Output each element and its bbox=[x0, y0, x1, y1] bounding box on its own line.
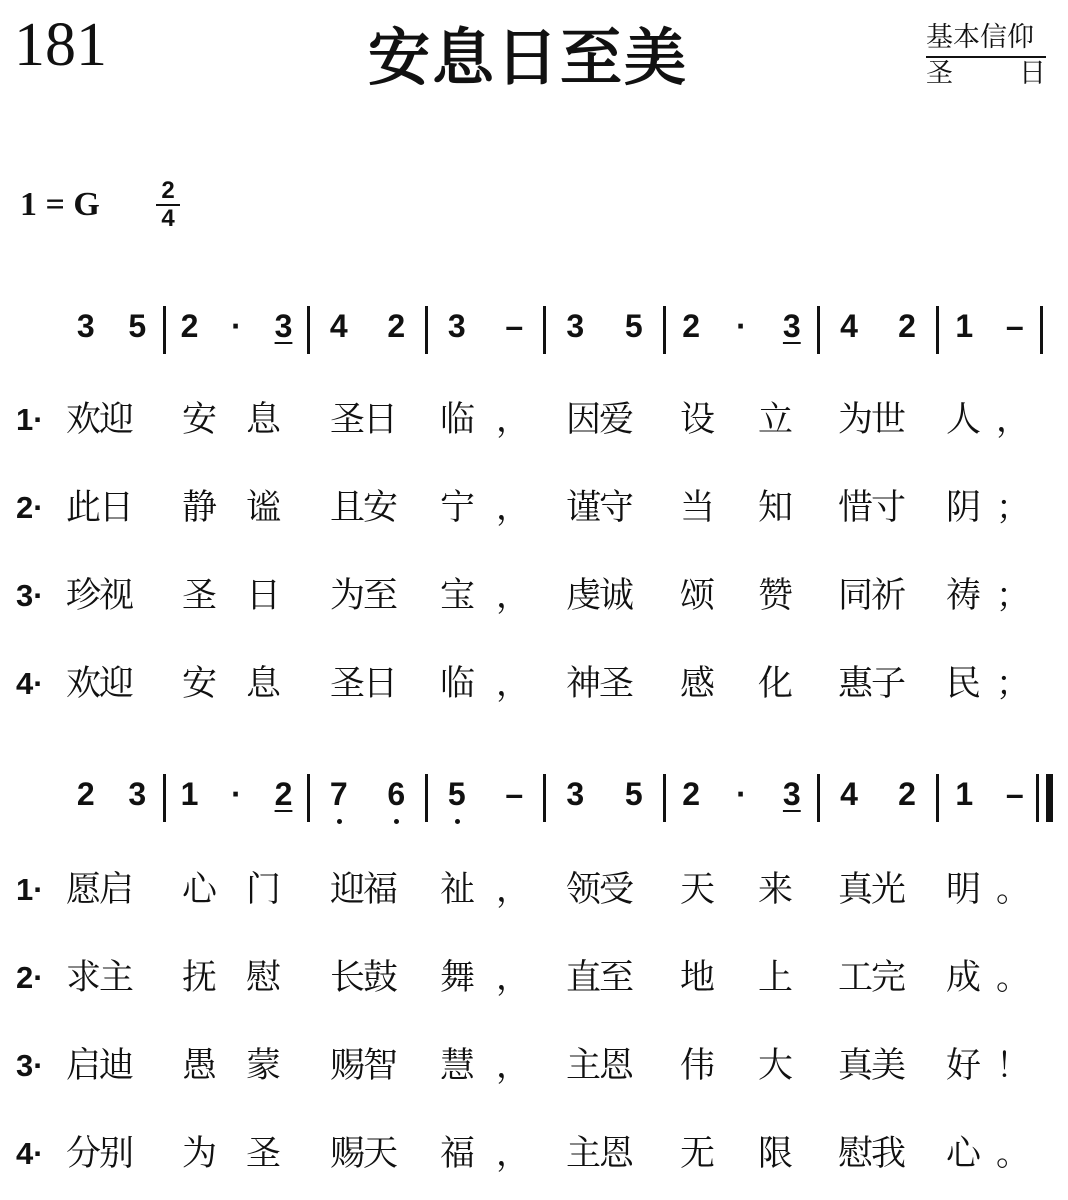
lyric-punctuation: ， bbox=[496, 1134, 530, 1174]
lyric-punctuation: ； bbox=[996, 664, 1030, 704]
hymn-subcategory bbox=[926, 58, 1046, 90]
lyric-syllable: 惠子 bbox=[838, 664, 905, 704]
lyric-punctuation: ， bbox=[996, 400, 1030, 440]
lyric-syllable: 直至 bbox=[566, 958, 633, 998]
lyric-syllable: 神圣 bbox=[566, 664, 633, 704]
note: 3 bbox=[76, 308, 95, 344]
note: 5 bbox=[128, 308, 147, 344]
lyric-line bbox=[0, 866, 1068, 916]
time-signature bbox=[156, 178, 180, 232]
note: 2 bbox=[387, 308, 406, 344]
lyric-punctuation: ， bbox=[496, 400, 530, 440]
lyric-syllable: 立 bbox=[758, 400, 794, 440]
verse-number: 2· bbox=[16, 960, 44, 995]
lyric-line bbox=[0, 396, 1068, 446]
lyric-syllable: 设 bbox=[680, 400, 716, 440]
lyric-syllable: 长鼓 bbox=[330, 958, 397, 998]
lyric-syllable: 好 bbox=[946, 1046, 982, 1086]
lyric-syllable: 心 bbox=[182, 870, 218, 910]
lyric-syllable: 心 bbox=[946, 1134, 982, 1174]
note: 2 bbox=[898, 308, 916, 344]
lyric-syllable: 蒙 bbox=[246, 1046, 282, 1086]
lyric-syllable: 且安 bbox=[330, 488, 397, 528]
lyric-syllable: 知 bbox=[758, 488, 794, 528]
dotted-rhythm-dot: · bbox=[736, 308, 747, 344]
barline bbox=[163, 774, 166, 822]
lyric-syllable: 慧 bbox=[440, 1046, 476, 1086]
lyric-syllable: 天 bbox=[680, 870, 716, 910]
dash-hold: – bbox=[505, 308, 524, 344]
verse-number: 2· bbox=[16, 490, 44, 525]
barline bbox=[936, 306, 939, 354]
lyric-syllable: 民 bbox=[946, 664, 982, 704]
lyric-punctuation: 。 bbox=[996, 958, 1030, 998]
barline bbox=[163, 306, 166, 354]
lyric-punctuation: ！ bbox=[996, 1046, 1030, 1086]
lyric-syllable: 同祈 bbox=[838, 576, 905, 616]
note: 4 bbox=[840, 776, 858, 812]
lyric-syllable: 门 bbox=[246, 870, 282, 910]
lyric-syllable: 珍视 bbox=[66, 576, 133, 616]
lyric-syllable: 赐天 bbox=[330, 1134, 397, 1174]
lyric-syllable: 无 bbox=[680, 1134, 716, 1174]
lyric-punctuation: 。 bbox=[996, 1134, 1030, 1174]
melody-line bbox=[0, 768, 1068, 832]
lyric-syllable: 上 bbox=[758, 958, 794, 998]
barline bbox=[936, 774, 939, 822]
lyric-syllable: 真光 bbox=[838, 870, 905, 910]
lyric-syllable: 安 bbox=[182, 400, 218, 440]
lyric-syllable: 地 bbox=[680, 958, 716, 998]
note: 7 bbox=[324, 774, 354, 814]
note: 1 bbox=[955, 308, 974, 344]
lyric-syllable: 明 bbox=[946, 870, 982, 910]
lyric-punctuation: ； bbox=[996, 576, 1030, 616]
lyric-punctuation: ； bbox=[996, 488, 1030, 528]
lyric-syllable: 求主 bbox=[66, 958, 133, 998]
barline bbox=[543, 306, 546, 354]
lyric-line bbox=[0, 572, 1068, 622]
lyric-syllable: 祷 bbox=[946, 576, 982, 616]
note: 5 bbox=[442, 774, 472, 814]
barline bbox=[817, 306, 820, 354]
lyric-syllable: 圣 bbox=[182, 576, 218, 616]
note: 2 bbox=[682, 308, 701, 344]
note: 5 bbox=[624, 308, 643, 344]
note: 2 bbox=[898, 776, 916, 812]
lyric-syllable: 惜寸 bbox=[838, 488, 905, 528]
note: 2 bbox=[682, 776, 701, 812]
lyric-syllable: 限 bbox=[758, 1134, 794, 1174]
lyric-syllable: 祉 bbox=[440, 870, 476, 910]
lyric-line bbox=[0, 1130, 1068, 1180]
lyric-syllable: 息 bbox=[246, 400, 282, 440]
barline bbox=[543, 774, 546, 822]
lyric-syllable: 领受 bbox=[566, 870, 633, 910]
note: 2 bbox=[274, 776, 293, 812]
note: 2 bbox=[180, 308, 199, 344]
lyric-syllable: 伟 bbox=[680, 1046, 716, 1086]
lyric-syllable: 迎福 bbox=[330, 870, 397, 910]
note: 4 bbox=[840, 308, 858, 344]
verse-number: 4· bbox=[16, 1136, 44, 1171]
lyric-syllable: 圣 bbox=[246, 1134, 282, 1174]
note: 1 bbox=[180, 776, 199, 812]
lyric-syllable: 为 bbox=[182, 1134, 218, 1174]
lyric-syllable: 福 bbox=[440, 1134, 476, 1174]
lyric-syllable: 宁 bbox=[440, 488, 476, 528]
barline bbox=[307, 774, 310, 822]
lyric-line bbox=[0, 484, 1068, 534]
lyric-syllable: 阴 bbox=[946, 488, 982, 528]
lyric-line bbox=[0, 954, 1068, 1004]
hymn-number: 181 bbox=[14, 11, 107, 79]
lyric-syllable: 颂 bbox=[680, 576, 716, 616]
lyric-syllable: 为世 bbox=[838, 400, 905, 440]
lyric-syllable: 人 bbox=[946, 400, 982, 440]
note: 3 bbox=[128, 776, 147, 812]
lyric-syllable: 欢迎 bbox=[66, 400, 133, 440]
time-signature-denominator: 4 bbox=[161, 205, 175, 232]
lyric-syllable: 静 bbox=[182, 488, 218, 528]
barline bbox=[663, 774, 666, 822]
barline bbox=[307, 306, 310, 354]
dash-hold: – bbox=[1005, 308, 1024, 344]
dotted-rhythm-dot: · bbox=[231, 776, 242, 812]
dotted-rhythm-dot: · bbox=[231, 308, 242, 344]
lyric-syllable: 真美 bbox=[838, 1046, 905, 1086]
key-signature: 1 = G bbox=[20, 186, 100, 223]
lyric-syllable: 临 bbox=[440, 664, 476, 704]
dash-hold: – bbox=[505, 776, 524, 812]
melody-line bbox=[0, 300, 1068, 364]
barline bbox=[1036, 774, 1039, 822]
lyric-punctuation: ， bbox=[496, 664, 530, 704]
lyric-syllable: 圣日 bbox=[330, 400, 397, 440]
lyric-syllable: 成 bbox=[946, 958, 982, 998]
note: 3 bbox=[782, 776, 801, 812]
lyric-syllable: 虔诚 bbox=[566, 576, 633, 616]
hymn-subcategory-char: 圣 bbox=[926, 58, 953, 89]
note: 3 bbox=[566, 308, 585, 344]
verse-number: 1· bbox=[16, 402, 44, 437]
lyric-syllable: 舞 bbox=[440, 958, 476, 998]
dotted-rhythm-dot: · bbox=[736, 776, 747, 812]
lyric-line bbox=[0, 1042, 1068, 1092]
note: 5 bbox=[624, 776, 643, 812]
barline bbox=[425, 306, 428, 354]
lyric-syllable: 宝 bbox=[440, 576, 476, 616]
lyric-punctuation: ， bbox=[496, 488, 530, 528]
lyric-punctuation: 。 bbox=[996, 870, 1030, 910]
lyric-syllable: 谧 bbox=[246, 488, 282, 528]
lyric-syllable: 大 bbox=[758, 1046, 794, 1086]
final-barline bbox=[1046, 774, 1053, 822]
lyric-syllable: 启迪 bbox=[66, 1046, 133, 1086]
lyric-syllable: 工完 bbox=[838, 958, 905, 998]
lyric-syllable: 日 bbox=[246, 576, 282, 616]
lyric-syllable: 欢迎 bbox=[66, 664, 133, 704]
lyric-syllable: 安 bbox=[182, 664, 218, 704]
lyric-syllable: 主恩 bbox=[566, 1134, 633, 1174]
lyric-syllable: 愿启 bbox=[66, 870, 133, 910]
lyric-punctuation: ， bbox=[496, 576, 530, 616]
barline bbox=[425, 774, 428, 822]
barline bbox=[817, 774, 820, 822]
note: 3 bbox=[274, 308, 293, 344]
verse-number: 1· bbox=[16, 872, 44, 907]
lyric-syllable: 慰我 bbox=[838, 1134, 905, 1174]
verse-number: 3· bbox=[16, 578, 44, 613]
lyric-syllable: 慰 bbox=[246, 958, 282, 998]
lyric-syllable: 抚 bbox=[182, 958, 218, 998]
lyric-syllable: 愚 bbox=[182, 1046, 218, 1086]
note: 4 bbox=[329, 308, 348, 344]
note: 3 bbox=[447, 308, 466, 344]
lyric-syllable: 赐智 bbox=[330, 1046, 397, 1086]
note: 3 bbox=[782, 308, 801, 344]
lyric-punctuation: ， bbox=[496, 1046, 530, 1086]
lyric-syllable: 临 bbox=[440, 400, 476, 440]
lyric-syllable: 主恩 bbox=[566, 1046, 633, 1086]
verse-number: 4· bbox=[16, 666, 44, 701]
hymn-subcategory-char: 日 bbox=[1019, 58, 1046, 89]
note: 6 bbox=[381, 774, 411, 814]
lyric-syllable: 赞 bbox=[758, 576, 794, 616]
hymn-title: 安息日至美 bbox=[368, 21, 689, 94]
hymn-category: 基本信仰 bbox=[926, 22, 1046, 58]
note: 2 bbox=[76, 776, 95, 812]
lyric-punctuation: ， bbox=[496, 958, 530, 998]
lyric-syllable: 因爱 bbox=[566, 400, 633, 440]
lyric-syllable: 化 bbox=[758, 664, 794, 704]
lyric-syllable: 为至 bbox=[330, 576, 397, 616]
note: 3 bbox=[566, 776, 585, 812]
lyric-syllable: 当 bbox=[680, 488, 716, 528]
barline bbox=[1040, 306, 1043, 354]
note: 1 bbox=[955, 776, 974, 812]
barline bbox=[663, 306, 666, 354]
lyric-syllable: 谨守 bbox=[566, 488, 633, 528]
dash-hold: – bbox=[1005, 776, 1024, 812]
hymn-category-block bbox=[926, 22, 1046, 90]
lyric-syllable: 来 bbox=[758, 870, 794, 910]
lyric-syllable: 此日 bbox=[66, 488, 133, 528]
time-signature-numerator: 2 bbox=[156, 178, 180, 206]
lyric-syllable: 感 bbox=[680, 664, 716, 704]
verse-number: 3· bbox=[16, 1048, 44, 1083]
lyric-syllable: 息 bbox=[246, 664, 282, 704]
lyric-line bbox=[0, 660, 1068, 710]
lyric-syllable: 分别 bbox=[66, 1134, 133, 1174]
lyric-punctuation: ， bbox=[496, 870, 530, 910]
lyric-syllable: 圣日 bbox=[330, 664, 397, 704]
